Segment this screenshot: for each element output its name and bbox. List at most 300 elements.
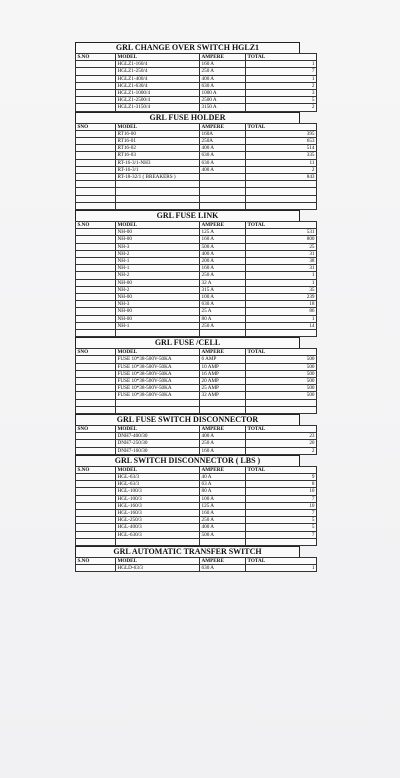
section	[75, 112, 315, 210]
cell-total: 31	[246, 250, 317, 257]
section-title: GRL FUSE LINK	[75, 210, 300, 221]
cell-total: 1	[246, 565, 317, 572]
header-ampere: AMPERE	[200, 222, 246, 229]
table-row	[76, 474, 317, 481]
cell-sno	[76, 565, 116, 572]
header-ampere: AMPERE	[200, 54, 246, 61]
cell-ampere: 32 AMP	[200, 392, 246, 399]
cell-total: 7	[246, 531, 317, 538]
cell-model: HGL-160/3	[116, 510, 200, 517]
cell-sno	[76, 258, 116, 265]
cell-ampere: 630 A	[200, 159, 246, 166]
empty-cell	[116, 188, 200, 195]
table-row	[76, 279, 317, 286]
cell-total: 653	[246, 138, 317, 145]
table-row	[76, 265, 317, 272]
cell-total: 500	[246, 363, 317, 370]
cell-sno	[76, 130, 116, 137]
table-row	[76, 152, 317, 159]
cell-total: 8	[246, 481, 317, 488]
header-total: TOTAL	[246, 349, 317, 356]
cell-sno	[76, 174, 116, 181]
table-row	[76, 488, 317, 495]
table-row	[76, 315, 317, 322]
cell-sno	[76, 152, 116, 159]
cell-ampere: 1000 A	[200, 90, 246, 97]
cell-model: NH-3	[116, 301, 200, 308]
table-row	[76, 294, 317, 301]
cell-ampere: 160 A	[200, 447, 246, 454]
header-sno: S.NO	[76, 222, 116, 229]
cell-model: HGL-250/3	[116, 517, 200, 524]
table-row	[76, 481, 317, 488]
header-model: MODEL	[116, 558, 200, 565]
cell-total: 395	[246, 130, 317, 137]
empty-cell	[116, 181, 200, 188]
table-row	[76, 97, 317, 104]
cell-total: 11	[246, 159, 317, 166]
cell-model: NH-00	[116, 308, 200, 315]
cell-sno	[76, 159, 116, 166]
cell-total: 335	[246, 152, 317, 159]
cell-sno	[76, 272, 116, 279]
cell-model: FUSE 10*38-500V-50KA	[116, 356, 200, 363]
section	[75, 337, 315, 414]
table-row	[76, 363, 317, 370]
cell-total: 14	[246, 322, 317, 329]
empty-cell	[76, 202, 116, 209]
table-row	[76, 82, 317, 89]
cell-model: NH-1	[116, 322, 200, 329]
empty-cell	[200, 181, 246, 188]
cell-total: 9	[246, 474, 317, 481]
table-row	[76, 322, 317, 329]
empty-cell	[116, 538, 200, 545]
cell-ampere: 250 A	[200, 68, 246, 75]
cell-sno	[76, 145, 116, 152]
cell-total: 239	[246, 294, 317, 301]
empty-cell	[76, 406, 116, 413]
header-ampere: AMPERE	[200, 426, 246, 433]
cell-ampere: 16 AMP	[200, 370, 246, 377]
section-title: GRL FUSE HOLDER	[75, 112, 300, 123]
table-row	[76, 250, 317, 257]
table-row	[76, 166, 317, 173]
table-row	[76, 159, 317, 166]
cell-model: HGLD-63/3	[116, 565, 200, 572]
cell-sno	[76, 75, 116, 82]
inventory-table	[75, 557, 317, 572]
table-row	[76, 440, 317, 447]
cell-total: 500	[246, 392, 317, 399]
cell-sno	[76, 495, 116, 502]
cell-total: 7	[246, 68, 317, 75]
cell-model: NH-2	[116, 272, 200, 279]
table-row	[76, 531, 317, 538]
section	[75, 546, 315, 572]
cell-model: RT-16-3/1-NH3	[116, 159, 200, 166]
cell-sno	[76, 474, 116, 481]
table-row	[76, 258, 317, 265]
table-row	[76, 301, 317, 308]
cell-model: DNH7-400/30	[116, 433, 200, 440]
cell-sno	[76, 517, 116, 524]
cell-total: 514	[246, 145, 317, 152]
empty-cell	[246, 399, 317, 406]
header-sno: SNO	[76, 426, 116, 433]
cell-model: HGLZ1-1000/4	[116, 90, 200, 97]
header-sno: S.NO	[76, 558, 116, 565]
blank-row	[76, 195, 317, 202]
empty-cell	[76, 538, 116, 545]
cell-total: 1	[246, 315, 317, 322]
cell-total: 1	[246, 61, 317, 68]
empty-cell	[246, 202, 317, 209]
cell-model: HGL-630/3	[116, 531, 200, 538]
cell-ampere: 20 AMP	[200, 378, 246, 385]
cell-ampere: 315 A	[200, 286, 246, 293]
header-total: TOTAL	[246, 426, 317, 433]
cell-sno	[76, 315, 116, 322]
table-row	[76, 392, 317, 399]
table-row	[76, 130, 317, 137]
cell-sno	[76, 265, 116, 272]
cell-ampere: 400 A	[200, 145, 246, 152]
cell-sno	[76, 322, 116, 329]
cell-sno	[76, 524, 116, 531]
cell-ampere: 500 A	[200, 243, 246, 250]
cell-model: RT16-02	[116, 145, 200, 152]
cell-model: NH-00	[116, 294, 200, 301]
cell-total: 3	[246, 90, 317, 97]
cell-total: 35	[246, 286, 317, 293]
cell-total: 23	[246, 433, 317, 440]
empty-cell	[76, 330, 116, 337]
table-row	[76, 104, 317, 111]
cell-sno	[76, 166, 116, 173]
cell-model: HGL-63/3	[116, 481, 200, 488]
cell-ampere: 400 A	[200, 166, 246, 173]
cell-model: RT-16-3/1	[116, 166, 200, 173]
cell-model: NH-00	[116, 315, 200, 322]
cell-total: 86	[246, 308, 317, 315]
cell-ampere: 250 A	[200, 517, 246, 524]
table-row	[76, 447, 317, 454]
blank-row	[76, 202, 317, 209]
cell-model: RT16-03	[116, 152, 200, 159]
cell-total: 500	[246, 370, 317, 377]
cell-sno	[76, 392, 116, 399]
header-ampere: AMPERE	[200, 349, 246, 356]
table-row	[76, 495, 317, 502]
cell-sno	[76, 104, 116, 111]
cell-ampere: 500 A	[200, 531, 246, 538]
cell-ampere: 125 A	[200, 502, 246, 509]
cell-sno	[76, 229, 116, 236]
section-title: GRL AUTOMATIC TRANSFER SWITCH	[75, 546, 300, 557]
cell-ampere: 25 AMP	[200, 385, 246, 392]
cell-model: HGLZ1-3150/4	[116, 104, 200, 111]
header-model: MODEL	[116, 123, 200, 130]
section-title: GRL CHANGE OVER SWITCH HGLZ1	[75, 42, 300, 53]
table-header-row	[76, 222, 317, 229]
cell-ampere: 160 A	[200, 61, 246, 68]
header-total: TOTAL	[246, 466, 317, 473]
header-sno: SNO	[76, 349, 116, 356]
cell-sno	[76, 385, 116, 392]
empty-cell	[246, 406, 317, 413]
cell-model: RT16-00	[116, 130, 200, 137]
empty-cell	[246, 181, 317, 188]
table-row	[76, 68, 317, 75]
cell-ampere	[200, 174, 246, 181]
cell-total: 500	[246, 378, 317, 385]
cell-sno	[76, 356, 116, 363]
empty-cell	[200, 188, 246, 195]
table-header-row	[76, 349, 317, 356]
cell-sno	[76, 90, 116, 97]
cell-ampere: 40 A	[200, 474, 246, 481]
table-header-row	[76, 426, 317, 433]
cell-ampere: 250 A	[200, 322, 246, 329]
empty-cell	[116, 195, 200, 202]
cell-sno	[76, 308, 116, 315]
cell-total: 1	[246, 272, 317, 279]
cell-sno	[76, 82, 116, 89]
cell-sno	[76, 363, 116, 370]
cell-sno	[76, 243, 116, 250]
cell-ampere: 630 A	[200, 152, 246, 159]
header-ampere: AMPERE	[200, 466, 246, 473]
inventory-sheet	[75, 42, 315, 572]
cell-total: 10	[246, 488, 317, 495]
cell-sno	[76, 236, 116, 243]
header-model: MODEL	[116, 54, 200, 61]
cell-sno	[76, 488, 116, 495]
cell-sno	[76, 481, 116, 488]
blank-row	[76, 181, 317, 188]
header-model: MODEL	[116, 222, 200, 229]
cell-model: NH-00	[116, 236, 200, 243]
cell-ampere: 630 A	[200, 565, 246, 572]
cell-ampere: 630 A	[200, 82, 246, 89]
cell-model: RT-18-32/1 ( BREAKERS )	[116, 174, 200, 181]
section	[75, 414, 315, 455]
cell-ampere: 250A	[200, 138, 246, 145]
empty-cell	[116, 399, 200, 406]
cell-total: 2	[246, 166, 317, 173]
empty-cell	[116, 330, 200, 337]
table-row	[76, 286, 317, 293]
cell-model: NH-2	[116, 286, 200, 293]
table-row	[76, 524, 317, 531]
cell-total: 7	[246, 495, 317, 502]
header-model: MODEL	[116, 349, 200, 356]
cell-sno	[76, 286, 116, 293]
cell-total: 5	[246, 524, 317, 531]
cell-sno	[76, 502, 116, 509]
cell-total: 2	[246, 82, 317, 89]
cell-model: RT16-01	[116, 138, 200, 145]
cell-sno	[76, 370, 116, 377]
empty-cell	[76, 181, 116, 188]
header-total: TOTAL	[246, 54, 317, 61]
inventory-table	[75, 348, 317, 414]
cell-sno	[76, 378, 116, 385]
cell-sno	[76, 447, 116, 454]
cell-model: FUSE 10*38-500V-50KA	[116, 370, 200, 377]
cell-total: 7	[246, 510, 317, 517]
blank-row	[76, 399, 317, 406]
empty-cell	[246, 330, 317, 337]
cell-sno	[76, 294, 116, 301]
header-ampere: AMPERE	[200, 123, 246, 130]
cell-sno	[76, 279, 116, 286]
cell-model: HGLZ1-2500/4	[116, 97, 200, 104]
cell-sno	[76, 440, 116, 447]
cell-sno	[76, 301, 116, 308]
section	[75, 42, 315, 112]
header-sno: SNO	[76, 123, 116, 130]
empty-cell	[246, 195, 317, 202]
cell-sno	[76, 97, 116, 104]
cell-model: NH-1	[116, 258, 200, 265]
header-sno: S.NO	[76, 54, 116, 61]
cell-sno	[76, 433, 116, 440]
cell-model: FUSE 10*38-500V-50KA	[116, 392, 200, 399]
cell-model: HGL-100/3	[116, 495, 200, 502]
cell-model: HGLZ1-400/4	[116, 75, 200, 82]
cell-model: HGLZ1-250/4	[116, 68, 200, 75]
cell-model: FUSE 10*38-500V-50KA	[116, 385, 200, 392]
table-row	[76, 229, 317, 236]
table-row	[76, 138, 317, 145]
cell-ampere: 160 A	[200, 265, 246, 272]
cell-ampere: 80 A	[200, 315, 246, 322]
header-total: TOTAL	[246, 558, 317, 565]
cell-ampere: 6 AMP	[200, 356, 246, 363]
empty-cell	[200, 399, 246, 406]
cell-total: 1	[246, 279, 317, 286]
header-total: TOTAL	[246, 123, 317, 130]
table-row	[76, 510, 317, 517]
cell-ampere: 100 A	[200, 495, 246, 502]
cell-ampere: 3150 A	[200, 104, 246, 111]
table-header-row	[76, 558, 317, 565]
cell-ampere: 10 AMP	[200, 363, 246, 370]
table-row	[76, 378, 317, 385]
cell-total: 5	[246, 97, 317, 104]
empty-cell	[200, 406, 246, 413]
empty-cell	[76, 188, 116, 195]
table-header-row	[76, 54, 317, 61]
cell-model: NH-00	[116, 279, 200, 286]
cell-model: HGLZ1-160/4	[116, 61, 200, 68]
cell-ampere: 2500 A	[200, 97, 246, 104]
cell-total: 10	[246, 502, 317, 509]
cell-ampere: 63 A	[200, 481, 246, 488]
section-title: GRL FUSE SWITCH DISCONNECTOR	[75, 414, 300, 425]
cell-ampere: 400 A	[200, 250, 246, 257]
cell-sno	[76, 61, 116, 68]
cell-total: 31	[246, 265, 317, 272]
cell-model: FUSE 10*38-500V-50KA	[116, 363, 200, 370]
empty-cell	[246, 188, 317, 195]
cell-sno	[76, 68, 116, 75]
empty-cell	[116, 202, 200, 209]
cell-ampere: 200 A	[200, 258, 246, 265]
table-row	[76, 517, 317, 524]
empty-cell	[200, 202, 246, 209]
cell-model: DNH7-160/30	[116, 447, 200, 454]
empty-cell	[200, 330, 246, 337]
cell-model: NH-00	[116, 229, 200, 236]
empty-cell	[76, 399, 116, 406]
table-header-row	[76, 123, 317, 130]
cell-total: 2	[246, 447, 317, 454]
section-title: GRL SWITCH DISCONNECTOR ( LBS )	[75, 455, 300, 466]
inventory-table	[75, 425, 317, 455]
table-row	[76, 272, 317, 279]
section	[75, 210, 315, 337]
blank-row	[76, 188, 317, 195]
cell-ampere: 400 A	[200, 524, 246, 531]
table-row	[76, 308, 317, 315]
cell-ampere: 160 A	[200, 510, 246, 517]
table-row	[76, 236, 317, 243]
cell-total: 500	[246, 385, 317, 392]
cell-ampere: 400 A	[200, 433, 246, 440]
cell-total: 531	[246, 229, 317, 236]
cell-total: 5	[246, 517, 317, 524]
cell-model: HGL-400/3	[116, 524, 200, 531]
inventory-table	[75, 123, 317, 210]
cell-model: HGL-63/3	[116, 474, 200, 481]
cell-total: 18	[246, 301, 317, 308]
table-row	[76, 385, 317, 392]
table-row	[76, 90, 317, 97]
table-row	[76, 370, 317, 377]
cell-total: 843	[246, 174, 317, 181]
cell-ampere: 25 A	[200, 308, 246, 315]
table-row	[76, 433, 317, 440]
cell-ampere: 250 A	[200, 440, 246, 447]
table-row	[76, 243, 317, 250]
cell-total: 38	[246, 258, 317, 265]
cell-ampere: 80 A	[200, 488, 246, 495]
cell-ampere: 32 A	[200, 279, 246, 286]
inventory-table	[75, 53, 317, 112]
table-header-row	[76, 466, 317, 473]
header-model: MODEL	[116, 426, 200, 433]
blank-row	[76, 538, 317, 545]
cell-ampere: 160A	[200, 130, 246, 137]
cell-sno	[76, 510, 116, 517]
blank-row	[76, 330, 317, 337]
cell-ampere: 100 A	[200, 294, 246, 301]
cell-model: DNH7-250/30	[116, 440, 200, 447]
cell-ampere: 160 A	[200, 236, 246, 243]
cell-model: HGLZ1-630/4	[116, 82, 200, 89]
cell-total: 1	[246, 75, 317, 82]
section-title: GRL FUSE /CELL	[75, 337, 300, 348]
cell-model: HGL-160/3	[116, 502, 200, 509]
table-row	[76, 75, 317, 82]
blank-row	[76, 406, 317, 413]
inventory-table	[75, 221, 317, 337]
cell-total: 500	[246, 356, 317, 363]
header-model: MODEL	[116, 466, 200, 473]
